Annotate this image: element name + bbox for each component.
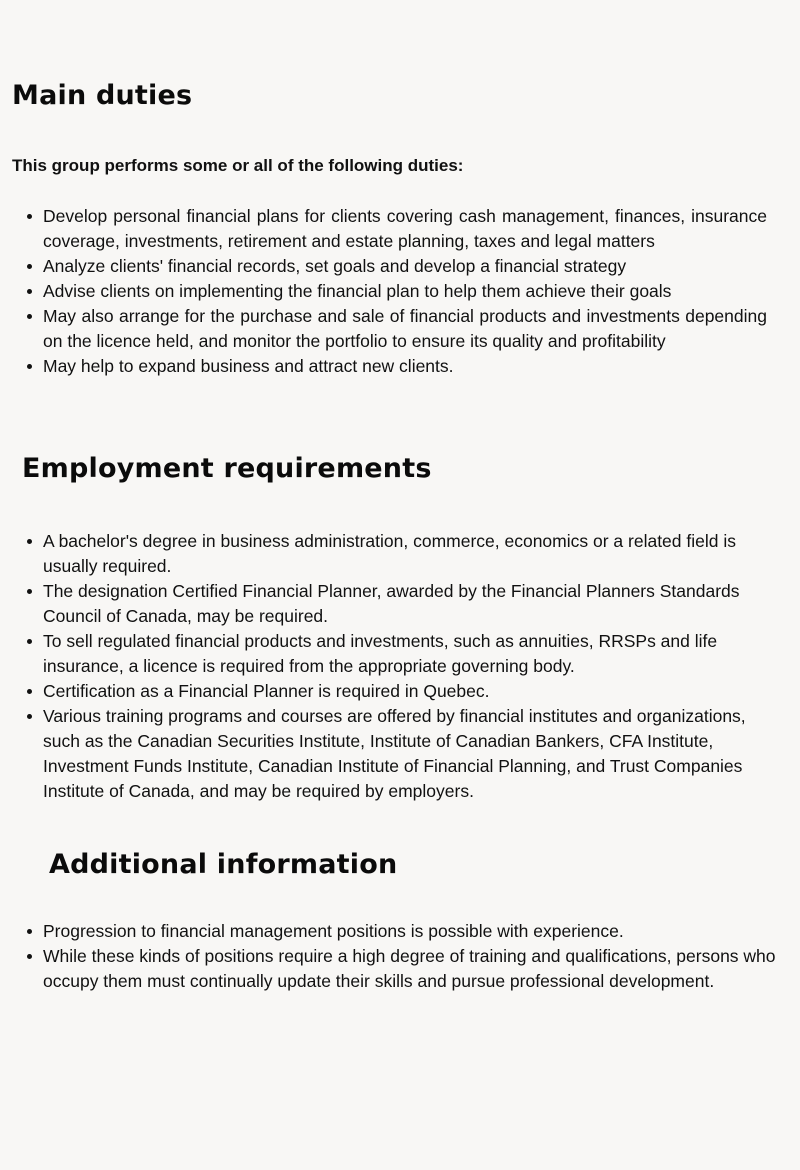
- list-item: The designation Certified Financial Planner, awarded by the Financial Planners Standards Council of Canada, may be required.: [43, 579, 783, 629]
- list-item: Advise clients on implementing the financial plan to help them achieve their goals: [43, 279, 767, 304]
- list-item: May help to expand business and attract new clients.: [43, 354, 767, 379]
- duties-intro: This group performs some or all of the following duties:: [12, 156, 464, 175]
- duties-list: [0, 204, 767, 379]
- list-item: A bachelor's degree in business administration, commerce, economics or a related field is usually required.: [43, 529, 783, 579]
- list-item: May also arrange for the purchase and sale of financial products and investments depending on the licence held, and monitor the portfolio to ensure its quality and profitability: [43, 304, 767, 354]
- employment-requirements-heading: Employment requirements: [22, 453, 432, 484]
- main-duties-heading: Main duties: [12, 80, 193, 111]
- list-item: To sell regulated financial products and investments, such as annuities, RRSPs and life insurance, a licence is required from the appropriate governing body.: [43, 629, 783, 679]
- list-item: Various training programs and courses are offered by financial institutes and organizations, such as the Canadian Securities Institute, Institute of Canadian Bankers, CFA Institute, Investment Funds Institute, Canadian Institute of Financial Planning, and Trust Companies Institute of Canada, and may be required by employers.: [43, 704, 783, 804]
- list-item: Analyze clients' financial records, set goals and develop a financial strategy: [43, 254, 767, 279]
- list-item: Certification as a Financial Planner is required in Quebec.: [43, 679, 783, 704]
- list-item: While these kinds of positions require a high degree of training and qualifications, persons who occupy them must continually update their skills and pursue professional development.: [43, 944, 793, 994]
- additional-list: [0, 919, 793, 994]
- list-item: Progression to financial management positions is possible with experience.: [43, 919, 793, 944]
- list-item: Develop personal financial plans for clients covering cash management, finances, insurance coverage, investments, retirement and estate planning, taxes and legal matters: [43, 204, 767, 254]
- requirements-list: [0, 529, 783, 804]
- additional-information-heading: Additional information: [49, 849, 398, 880]
